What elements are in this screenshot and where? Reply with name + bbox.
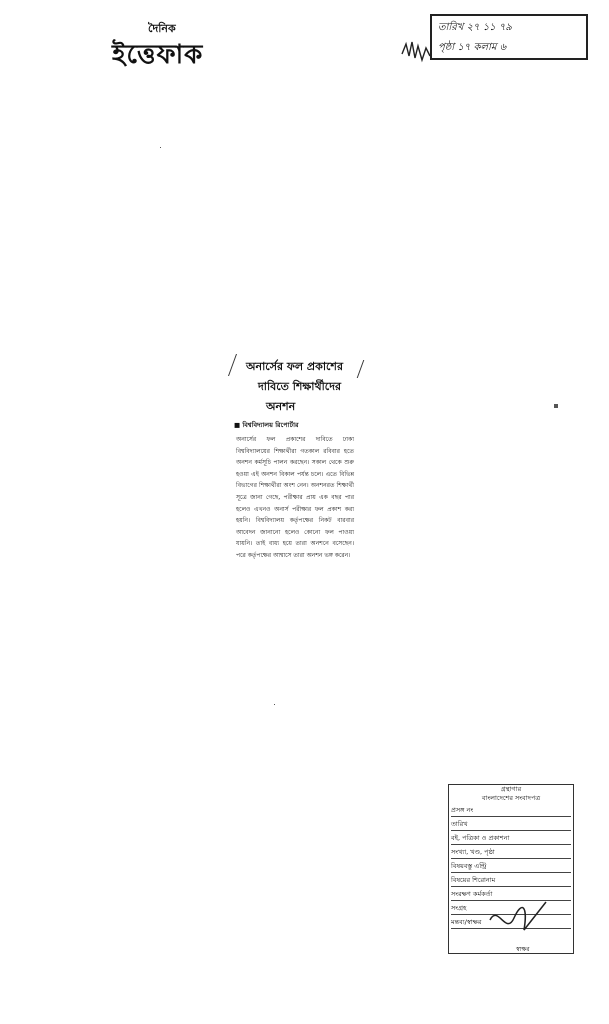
masthead-daily-label: দৈনিক: [148, 22, 176, 35]
speck: [160, 147, 161, 148]
date-page-stamp: [430, 14, 588, 60]
clipping-body-text: অনার্সের ফল প্রকাশের দাবিতে ঢাকা বিশ্ববিদ্যালয়ের শিক্ষার্থীরা গতকাল রবিবার হতে অনশন কর্মসূচি পালন করছেন। সকাল থেকে শুরু হওয়া এই অনশন বিকাল পর্যন্ত চলে। এতে বিভিন্ন বিভাগের শিক্ষার্থীরা অংশ নেন। অনশনরত শিক্ষার্থী সূত্রে জানা গেছে, পরীক্ষার প্রায় এক বছর পার হলেও এখনও অনার্স পরীক্ষার ফল প্রকাশ করা হয়নি। বিশ্ববিদ্যালয় কর্তৃপক্ষের নিকট বারবার আবেদন জানানো হলেও কোনো ফল পাওয়া যায়নি। তাই বাধ্য হয়ে তারা অনশনে বসেছেন। পরে কর্তৃপক্ষের আশ্বাসে তারা অনশন ভঙ্গ করেন।: [236, 436, 354, 559]
masthead-title: ইত্তেফাক: [112, 40, 204, 70]
speck: [554, 404, 558, 408]
form-field-line: বিষয়বস্তু এন্ট্রি: [451, 861, 571, 873]
form-field-line: বিষয়ের শিরোনাম: [451, 875, 571, 887]
form-field-line: তারিখ: [451, 819, 571, 831]
stamp-page-line: পৃষ্ঠা ১৭ কলাম ৬: [438, 42, 507, 53]
form-field-line: সংগ্রহ: [451, 903, 571, 915]
clipping-headline-line3: অনশন: [266, 400, 296, 413]
news-clipping: [232, 350, 364, 670]
form-field-line: মন্তব্য/স্বাক্ষর: [451, 917, 571, 929]
clipping-headline-line1: অনার্সের ফল প্রকাশের: [246, 360, 343, 373]
scratch-mark-icon: [357, 360, 371, 378]
scratch-mark-icon: [228, 354, 245, 376]
form-org-line1: গ্রন্থাগার: [500, 785, 522, 793]
form-field-line: সংখ্যা, খণ্ড, পৃষ্ঠা: [451, 847, 571, 859]
newspaper-masthead: [112, 20, 242, 80]
speck: [274, 704, 275, 705]
form-header: [449, 785, 573, 803]
form-signature-icon: [484, 896, 554, 942]
form-org-line2: বাংলাদেশের সংবাদপত্র: [481, 794, 541, 802]
stamp-signature-icon: [400, 36, 434, 64]
form-footer-label: স্বাক্ষর: [516, 946, 530, 953]
clipping-headline-line2: দাবিতে শিক্ষার্থীদের: [258, 380, 342, 393]
form-field-line: সংরক্ষণ কর্মকর্তা: [451, 889, 571, 901]
form-field-line: বই, পত্রিকা ও প্রকাশনা: [451, 833, 571, 845]
clipping-byline: ■ বিশ্ববিদ্যালয় রিপোর্টার: [234, 421, 299, 429]
form-field-line: প্রসঙ্গ নং: [451, 805, 571, 817]
stamp-date-line: তারিখ ২৭ ১১ ৭৯: [438, 22, 512, 33]
